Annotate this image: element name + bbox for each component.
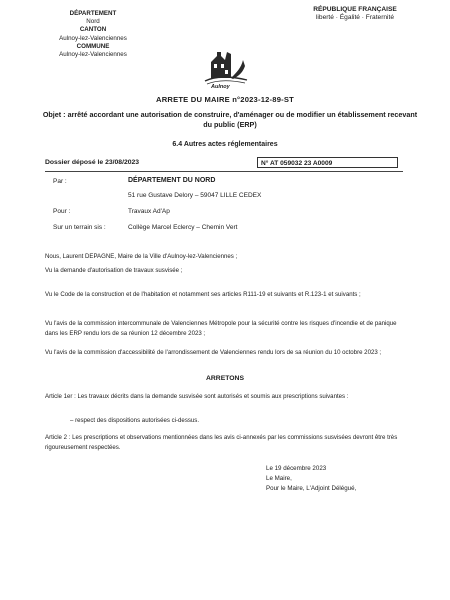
signature-delegate: Pour le Maire, L'Adjoint Délégué, <box>266 485 357 492</box>
republic-motto: liberté · Égalité · Fraternité <box>315 14 395 22</box>
divider <box>45 171 403 172</box>
field-value-address: 51 rue Gustave Delory – 59047 LILLE CEDEX <box>128 192 262 199</box>
signature-date: Le 19 décembre 2023 <box>266 465 327 472</box>
header-department-name: Nord <box>86 18 100 26</box>
signature-title: Le Maire, <box>266 475 292 482</box>
decree-object: Objet : arrêté accordant une autorisation de construire, d'aménager ou de modifier un établissement recevant du public (ERP) <box>42 110 418 129</box>
field-label-pour: Pour : <box>53 208 71 215</box>
act-category: 6.4 Autres actes réglementaires <box>172 141 278 148</box>
arretons-heading: ARRETONS <box>205 375 245 382</box>
paragraph-mayor: Nous, Laurent DEPAGNE, Maire de la Ville d'Aulnoy-lez-Valenciennes ; <box>45 253 238 260</box>
article-1-bullet: – respect des dispositions autorisées ci-dessus. <box>70 417 200 424</box>
field-value-purpose: Travaux Ad'Ap <box>128 208 170 215</box>
field-label-par: Par : <box>53 178 67 185</box>
paragraph-accessibility-commission: Vu l'avis de la commission d'accessibilité de l'arrondissement de Valenciennes rendu lors de sa réunion du 10 octobre 2023 ; <box>45 349 382 356</box>
article-2: Article 2 : Les prescriptions et observations mentionnées dans les avis ci-annexés par les commissions susvisées devront être très rigoureusement respectées. <box>45 434 398 452</box>
field-label-terrain: Sur un terrain sis : <box>53 224 106 231</box>
header-canton-name: Aulnoy-lez-Valenciennes <box>59 34 127 42</box>
paragraph-security-commission: Vu l'avis de la commission intercommunale de Valenciennes Métropole pour la sécurité contre les risques d'incendie et de panique dans les ERP rendu lors de sa réunion 12 décembre 2023 ; <box>45 320 397 338</box>
logo-label: Aulnoy <box>211 84 230 90</box>
field-value-applicant: DÉPARTEMENT DU NORD <box>128 177 216 184</box>
file-reference: N° AT 059032 23 A0009 <box>257 157 398 168</box>
header-commune-name: Aulnoy-lez-Valenciennes <box>59 51 127 59</box>
municipal-logo <box>197 48 253 94</box>
header-department: DÉPARTEMENT <box>69 10 117 17</box>
header-right-block <box>280 6 430 23</box>
paragraph-code: Vu le Code de la construction et de l'habitation et notamment ses articles R111-19 et suivants et R.123-1 et suivants ; <box>45 291 361 298</box>
filing-date: Dossier déposé le 23/08/2023 <box>45 159 140 166</box>
header-left-block <box>18 10 168 59</box>
field-value-site: Collège Marcel Eclercy – Chemin Vert <box>128 224 238 231</box>
article-1: Article 1er : Les travaux décrits dans la demande susvisée sont autorisés et soumis aux prescriptions suivantes : <box>45 393 349 400</box>
paragraph-request: Vu la demande d'autorisation de travaux susvisée ; <box>45 267 183 274</box>
header-canton: CANTON <box>79 26 107 34</box>
republic-title: RÉPUBLIQUE FRANÇAISE <box>313 6 397 13</box>
decree-title: ARRETE DU MAIRE n°2023-12-89-ST <box>156 95 294 104</box>
header-commune: COMMUNE <box>76 42 110 50</box>
